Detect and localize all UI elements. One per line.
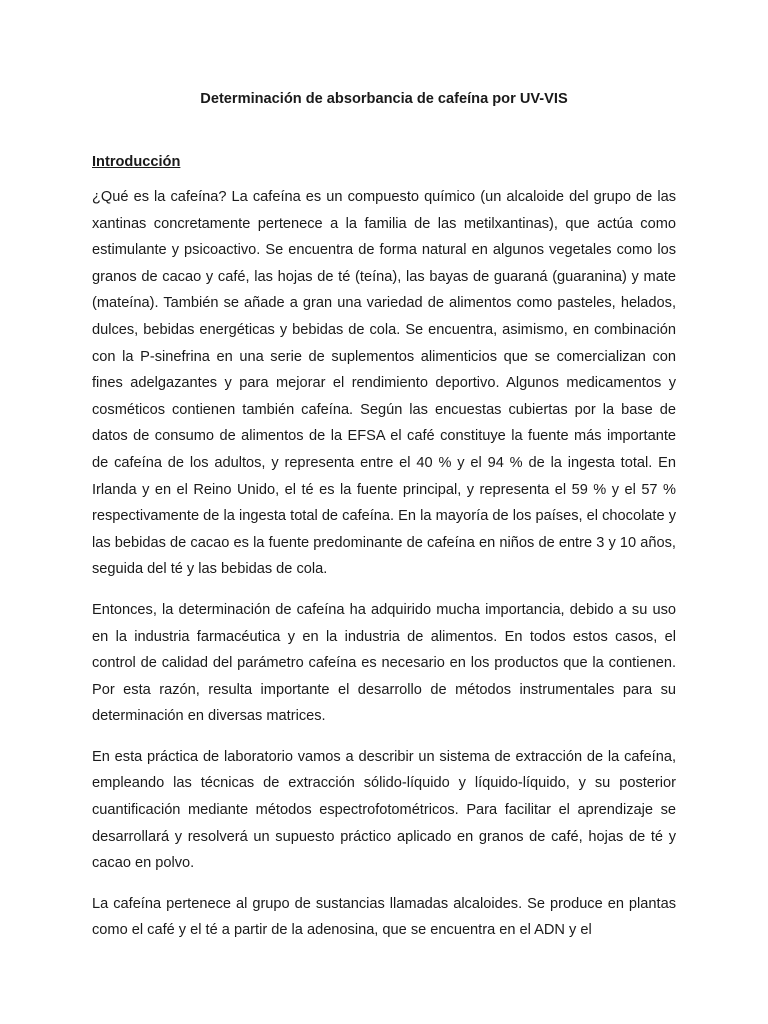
section-heading: Introducción (92, 154, 181, 170)
paragraph: La cafeína pertenece al grupo de sustancias llamadas alcaloides. Se produce en plantas como el café y el té a partir de la adenosina, que se encuentra en el ADN y el (92, 895, 676, 939)
document-title: Determinación de absorbancia de cafeína por UV-VIS (200, 91, 568, 107)
document-body (92, 184, 676, 958)
paragraph: ¿Qué es la cafeína? La cafeína es un compuesto químico (un alcaloide del grupo de las xantinas concretamente pertenece a la familia de las metilxantinas), que actúa como estimulante y psicoactivo. Se encuentra de forma natural en algunos vegetales como los granos de cacao y café, las hojas de té (teína), las bayas de guaraná (guaranina) y mate (mateína). También se añade a gran una variedad de alimentos como pasteles, helados, dulces, bebidas energéticas y bebidas de cola. Se encuentra, asimismo, en combinación con la P-sinefrina en una serie de suplementos alimenticios que se comercializan con fines adelgazantes y para mejorar el rendimiento deportivo. Algunos medicamentos y cosméticos contienen también cafeína. Según las encuestas cubiertas por la base de datos de consumo de alimentos de la EFSA el café constituye la fuente más importante de cafeína de los adultos, y representa entre el 40 % y el 94 % de la ingesta total. En Irlanda y en el Reino Unido, el té es la fuente principal, y representa el 59 % y el 57 % respectivamente de la ingesta total de cafeína. En la mayoría de los países, el chocolate y las bebidas de cacao es la fuente predominante de cafeína en niños de entre 3 y 10 años, seguida del té y las bebidas de cola. (92, 189, 676, 578)
paragraph: Entonces, la determinación de cafeína ha adquirido mucha importancia, debido a su uso en la industria farmacéutica y en la industria de alimentos. En todos estos casos, el control de calidad del parámetro cafeína es necesario en los productos que la contienen. Por esta razón, resulta importante el desarrollo de métodos instrumentales para su determinación en diversas matrices. (92, 601, 676, 725)
paragraph: En esta práctica de laboratorio vamos a describir un sistema de extracción de la cafeína, empleando las técnicas de extracción sólido-líquido y líquido-líquido, y su posterior cuantificación mediante métodos espectrofotométricos. Para facilitar el aprendizaje se desarrollará y resolverá un supuesto práctico aplicado en granos de café, hojas de té y cacao en polvo. (92, 748, 676, 872)
